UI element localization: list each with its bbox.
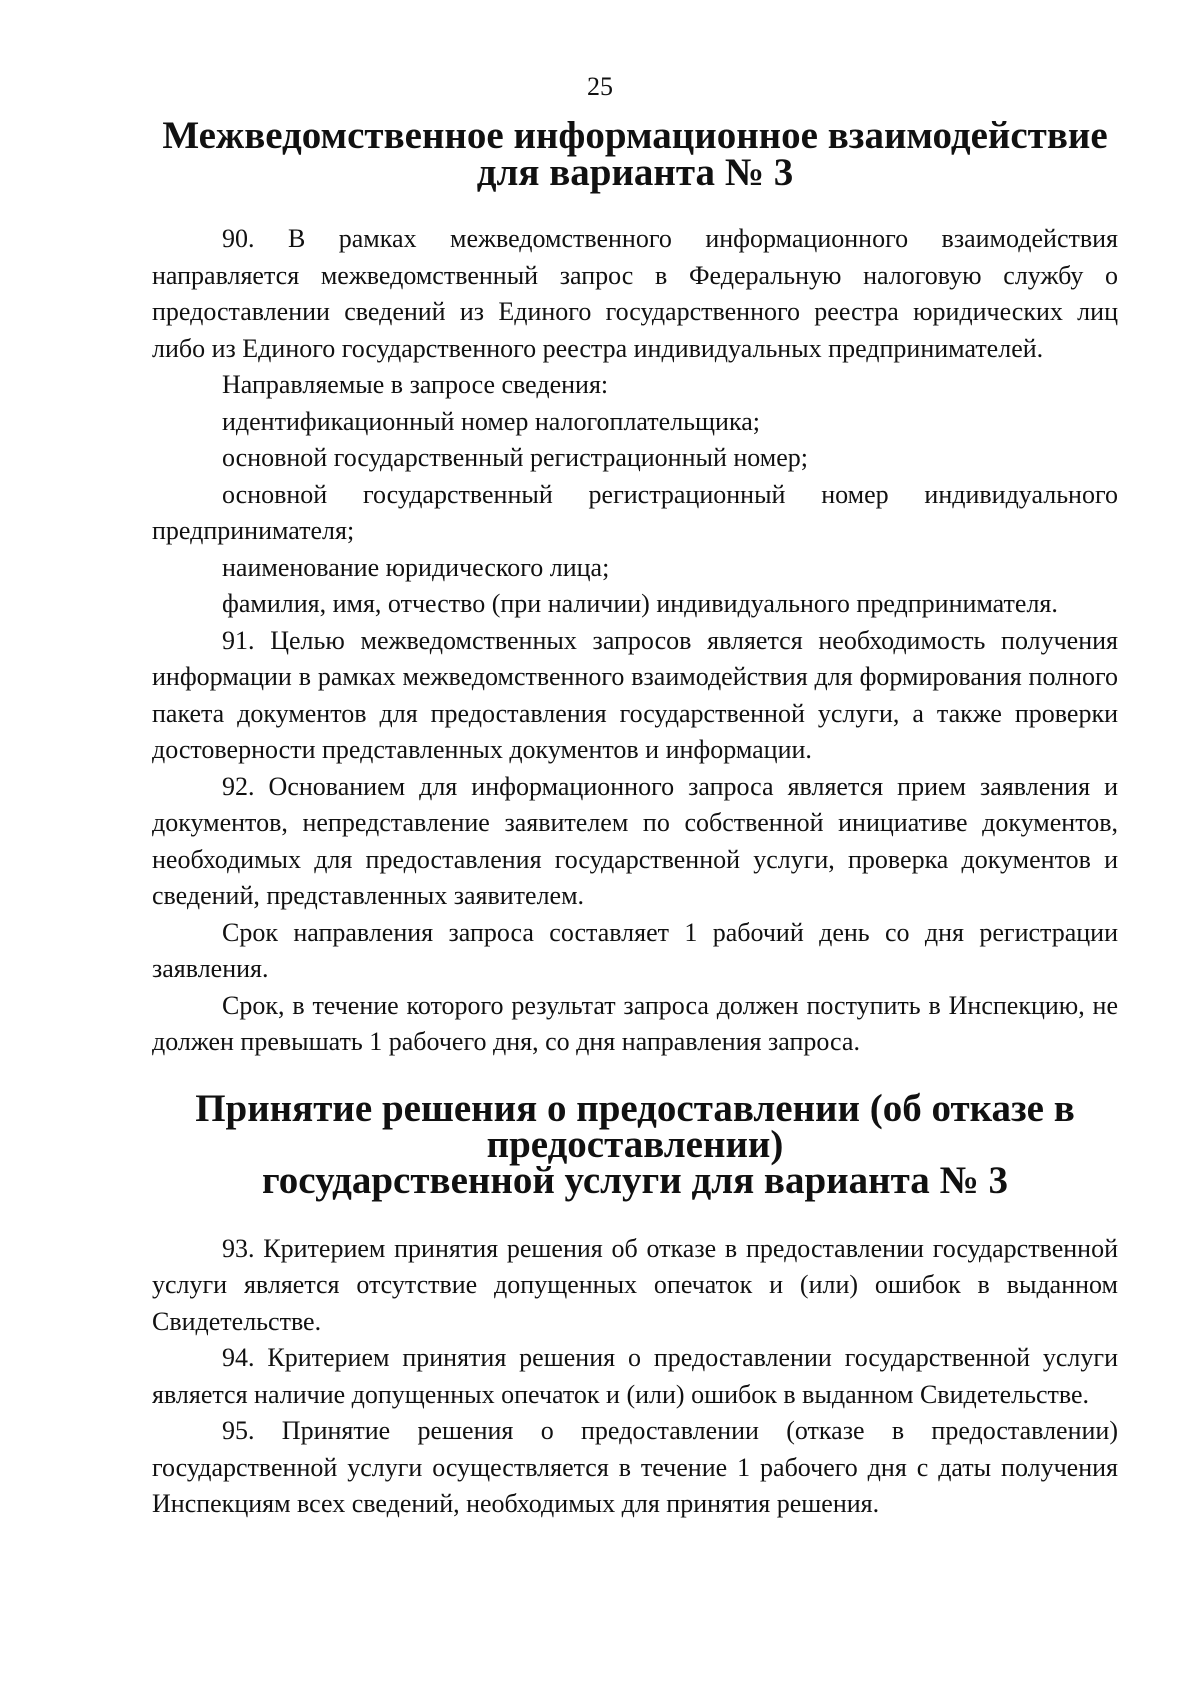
paragraph-response-term: Срок, в течение которого результат запроса должен поступить в Инспекцию, не должен превышать 1 рабочего дня, со дня направления запроса.	[152, 990, 1118, 1056]
paragraph-90: 90. В рамках межведомственного информационного взаимодействия направляется межведомственный запрос в Федеральную налоговую службу о предоставлении сведений из Единого государственного реестра юридических лиц либо из Единого государственного реестра индивидуальных предпринимателей.	[152, 224, 1118, 363]
section-heading-interagency: Межведомственное информационное взаимодействие для варианта № 3	[162, 114, 1108, 194]
paragraph-92: 92. Основанием для информационного запроса является прием заявления и документов, непредставление заявителем по собственной инициативе документов, необходимых для предоставления государственной услуги, проверка документов и сведений, представленных заявителем.	[152, 771, 1118, 910]
list-item-legal-name: наименование юридического лица;	[222, 552, 610, 582]
list-item-ogrnip: основной государственный регистрационный номер индивидуального предпринимателя;	[152, 479, 1118, 545]
list-intro: Направляемые в запросе сведения:	[222, 370, 609, 399]
list-item-inn: идентификационный номер налогоплательщика;	[222, 406, 760, 436]
paragraph-91: 91. Целью межведомственных запросов является необходимость получения информации в рамках межведомственного взаимодействия для формирования полного пакета документов для предоставления государственной услуги, а также проверки достоверности представленных документов и информации.	[152, 625, 1118, 764]
list-item-fio: фамилия, имя, отчество (при наличии) индивидуального предпринимателя.	[222, 589, 1058, 618]
section-heading-decision-line2: государственной услуги для варианта № 3	[262, 1158, 1008, 1202]
paragraph-request-term: Срок направления запроса составляет 1 рабочий день со дня регистрации заявления.	[152, 917, 1118, 983]
section-heading-decision	[152, 1086, 1118, 1202]
section-heading-decision-line1: Принятие решения о предоставлении (об отказе в предоставлении)	[195, 1086, 1075, 1166]
page-number: 25	[587, 72, 613, 101]
paragraph-95: 95. Принятие решения о предоставлении (отказе в предоставлении) государственной услуги осуществляется в течение 1 рабочего дня с даты получения Инспекциям всех сведений, необходимых для принятия решения.	[152, 1416, 1118, 1518]
document-body	[152, 114, 1118, 1523]
paragraph-94: 94. Критерием принятия решения о предоставлении государственной услуги является наличие допущенных опечаток и (или) ошибок в выданном Свидетельстве.	[152, 1343, 1118, 1409]
paragraph-93: 93. Критерием принятия решения об отказе в предоставлении государственной услуги является отсутствие допущенных опечаток и (или) ошибок в выданном Свидетельстве.	[152, 1233, 1118, 1336]
list-item-ogrn: основной государственный регистрационный номер;	[222, 443, 809, 472]
